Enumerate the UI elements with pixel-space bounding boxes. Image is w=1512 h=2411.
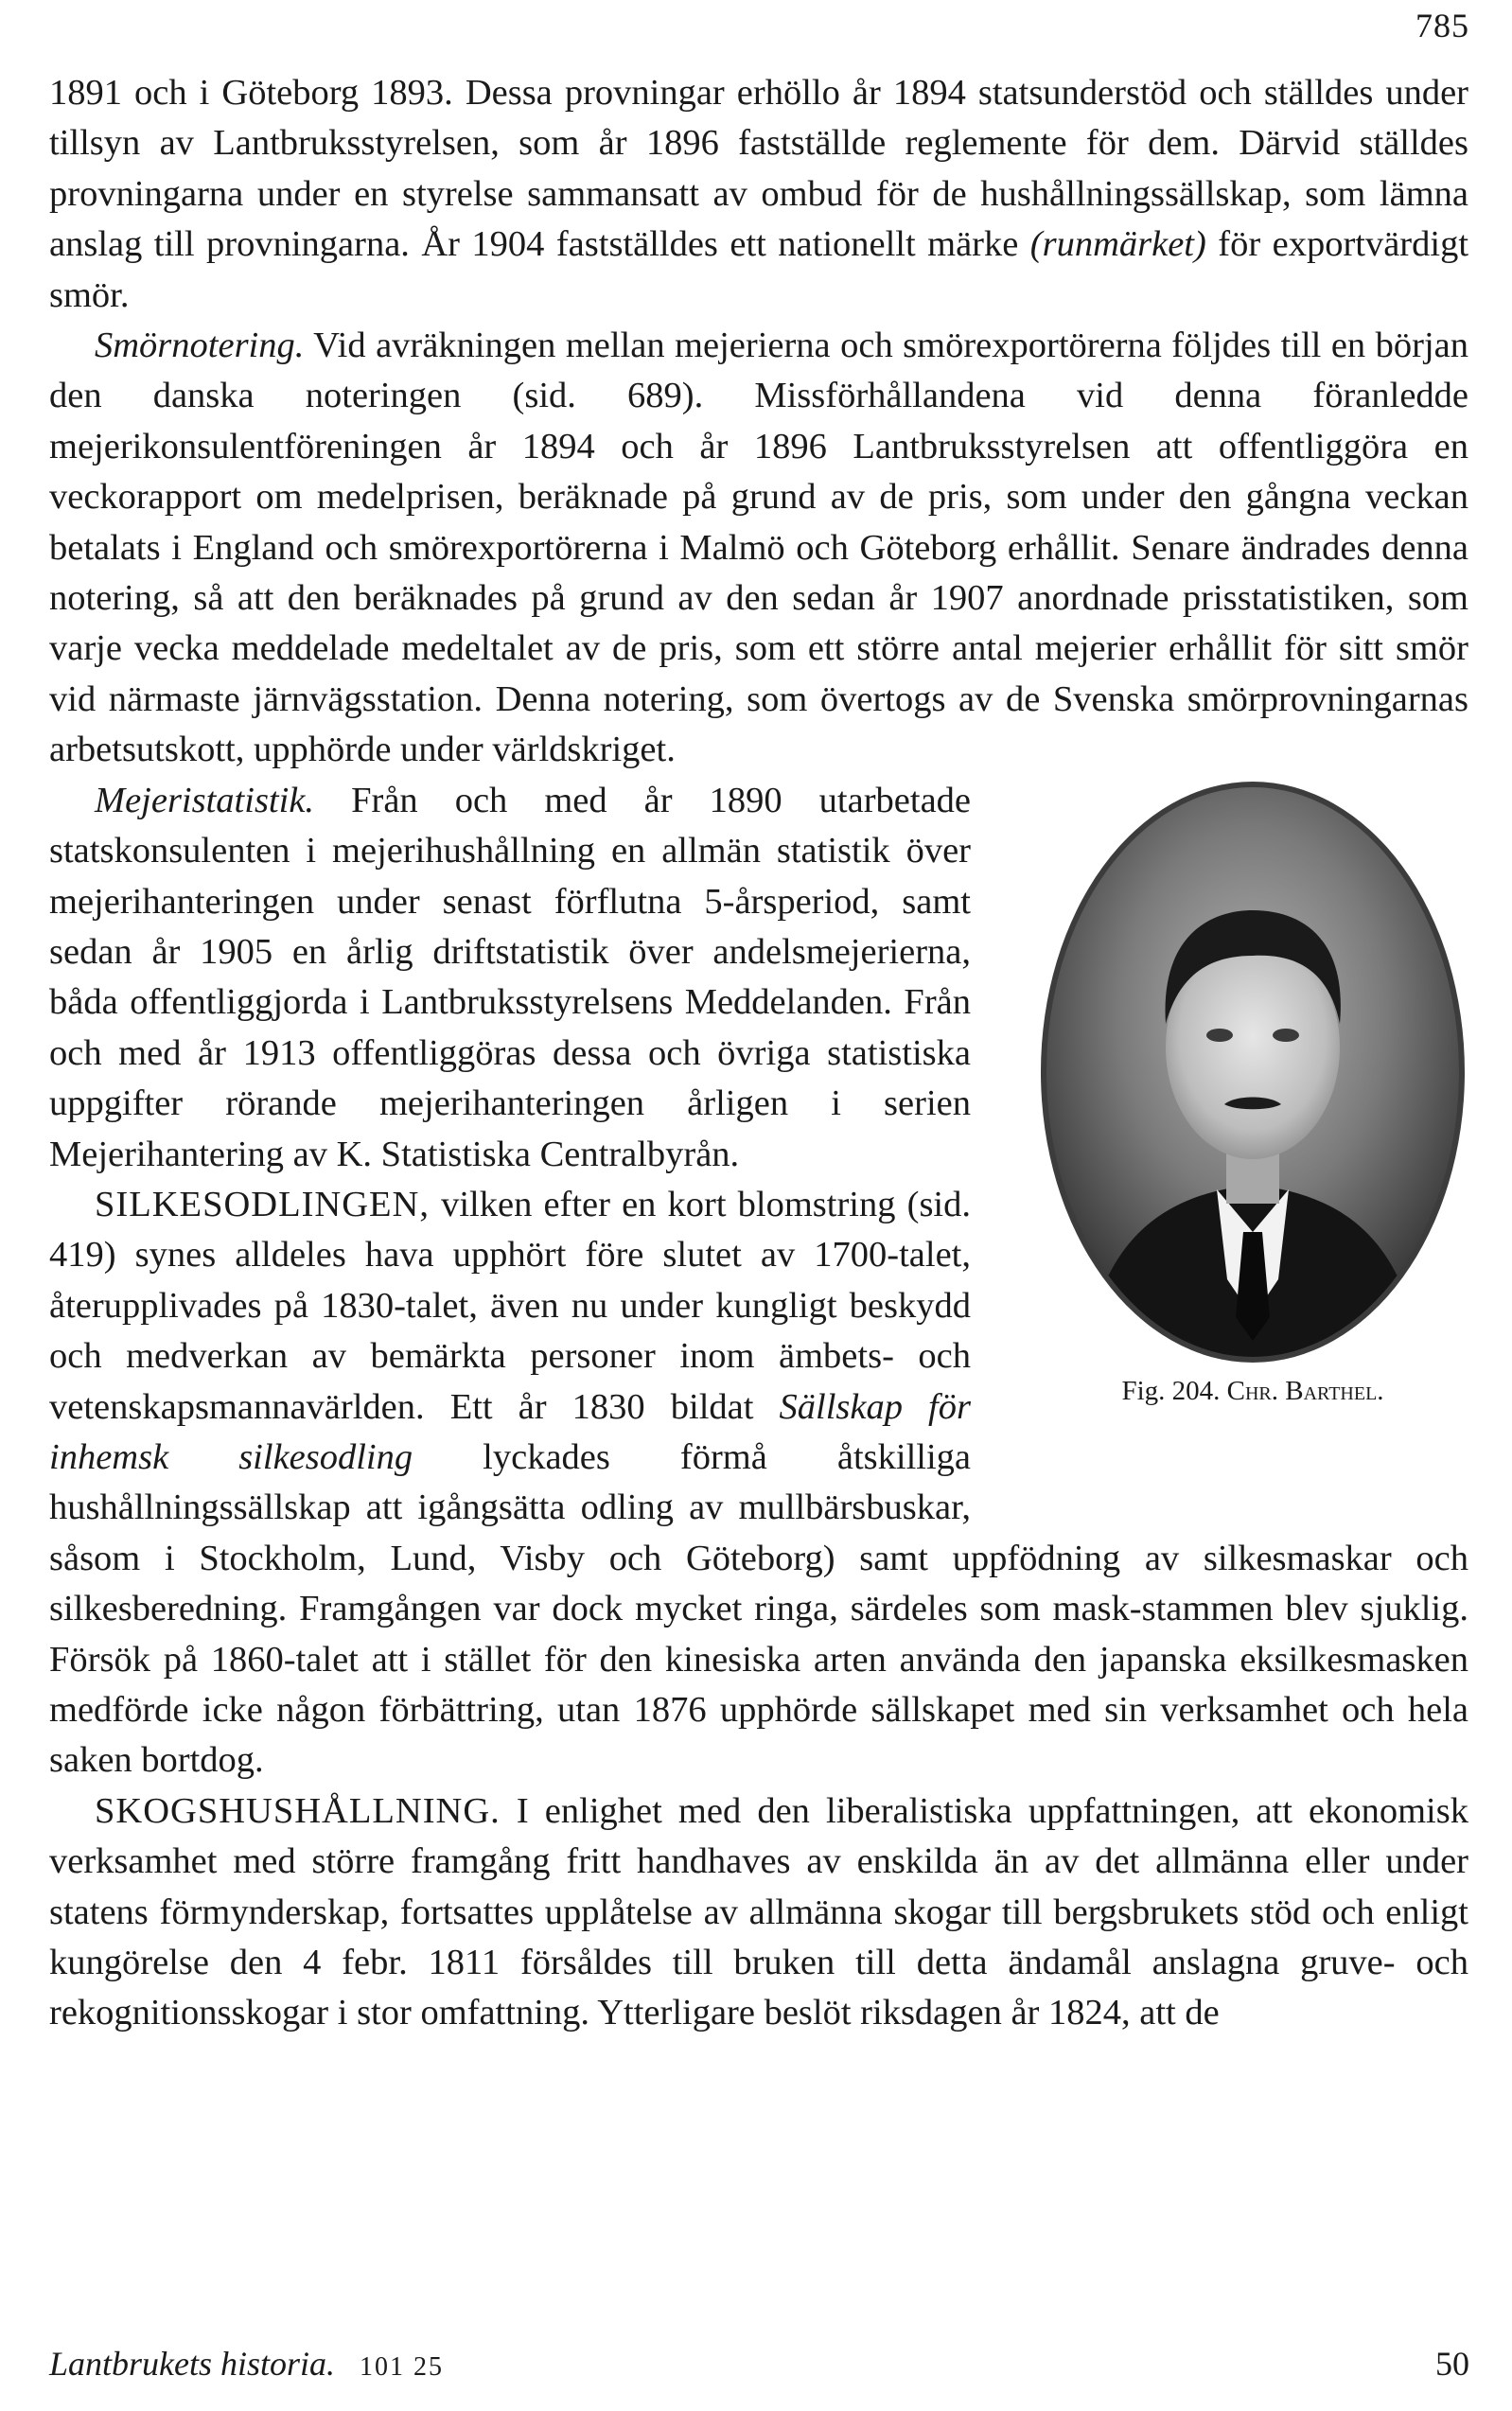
footer-signature: 101 25 [360, 2352, 445, 2382]
figure-label: Fig. 204. [1121, 1375, 1221, 1406]
page-number: 785 [1415, 7, 1469, 44]
paragraph: 1891 och i Göteborg 1893. Dessa provningar erhöllo år 1894 statsunderstöd och ställdes under tillsyn av Lantbruksstyrelsen, som år 1896 fastställde reglemente för dem. Därvid ställdes provningarna under en styrelse sammansatt av ombud för de hushållningssällskap, som lämna anslag till provningarna. År 1904 fastställdes ett nationellt märke (runmärket) för exportvärdigt smör. [49, 73, 1469, 315]
footer-title: Lantbrukets historia. [49, 2345, 336, 2383]
portrait-illustration [1046, 787, 1459, 1357]
paragraph-smornotering: Smörnotering. Vid avräkningen mellan mejerierna och smörexportörerna följdes till en början den danska noteringen (sid. 689). Missförhållandena vid denna föranledde mejerikonsulentföreningen år 1894 och år 1896 Lantbruksstyrelsen att offentliggöra en veckorapport om medelprisen, beräknade på grund av de pris, som under den gångna veckan betalats i England och smörexportörerna i Malmö och Göteborg erhållit. Senare ändrades denna notering, så att den beräknades på grund av den sedan år 1907 anordnade prisstatistiken, som varje vecka meddelade medeltalet av de pris, som ett större antal mejerier erhållit för sitt smör vid närmaste järnvägsstation. Denna notering, som övertogs av de Svenska smörprovningarnas arbetsutskott, upphörde under världskriget. [49, 326, 1468, 770]
section-heading: SKOGSHUSHÅLLNING. [95, 1790, 501, 1831]
page-footer [49, 2345, 1469, 2386]
portrait-photo [1041, 782, 1465, 1363]
body-text [49, 68, 1468, 2039]
section-heading: SILKESODLINGEN, [95, 1184, 430, 1224]
section-heading: Smörnotering. [95, 326, 305, 366]
figure-person-name: Chr. Barthel. [1226, 1375, 1384, 1406]
paragraph-mejeristatistik: Mejeristatistik. Från och med år 1890 utarbetade statskonsulenten i mejerihushållning en allmän statistik över mejerihanteringen under senast förflutna 5-årsperiod, samt sedan år 1905 en årlig driftstatistik över andelsmejerierna, båda offentliggjorda i Lantbruksstyrelsens Meddelanden. Från och med år 1913 offentliggöras dessa och övriga statistiska uppgifter rörande mejerihanteringen årligen i serien Mejerihantering av K. Statistiska Centralbyrån. [49, 780, 971, 1174]
paragraph-silkesodlingen: SILKESODLINGEN, vilken efter en kort blomstring (sid. 419) synes alldeles hava upphört före slutet av 1700-talet, återupplivades på 1830-talet, även nu under kungligt beskydd och medverkan av bemärkta personer inom ämbets- och vetenskapsmannavärlden. Ett år 1830 bildat Sällskap för inhemsk silkesodling lyckades förmå åtskilliga hushållningssällskap att igångsätta odling av mullbärsbuskar, såsom i Stockholm, Lund, Visby och Göteborg) samt uppfödning av silkesmaskar och silkesberedning. Framgången var dock mycket ringa, särdeles som mask-stammen blev sjuklig. Försök på 1860-talet att i stället för den kinesiska arten använda den japanska eksilkesmasken medförde icke någon förbättring, utan 1876 upphörde sällskapet med sin verksamhet och hela saken bortdog. [49, 1184, 1468, 1781]
figure [999, 782, 1482, 1478]
figure-caption [1041, 1372, 1465, 1410]
section-heading: Mejeristatistik. [95, 780, 315, 820]
paragraph-skogshushallning: SKOGSHUSHÅLLNING. I enlighet med den liberalistiska uppfattningen, att ekonomisk verksamhet med större framgång fritt handhaves av enskilda än av det allmänna eller under statens förmynderskap, fortsattes upplåtelse av allmänna skogar till bergsbrukets stöd och enligt kungörelse den 4 febr. 1811 försåldes till bruken till detta ändamål anslagna gruve- och rekognitionsskogar i stor omfattning. Ytterligare beslöt riksdagen år 1824, att de [49, 1790, 1468, 2033]
footer-sheet-number: 50 [1435, 2345, 1469, 2383]
